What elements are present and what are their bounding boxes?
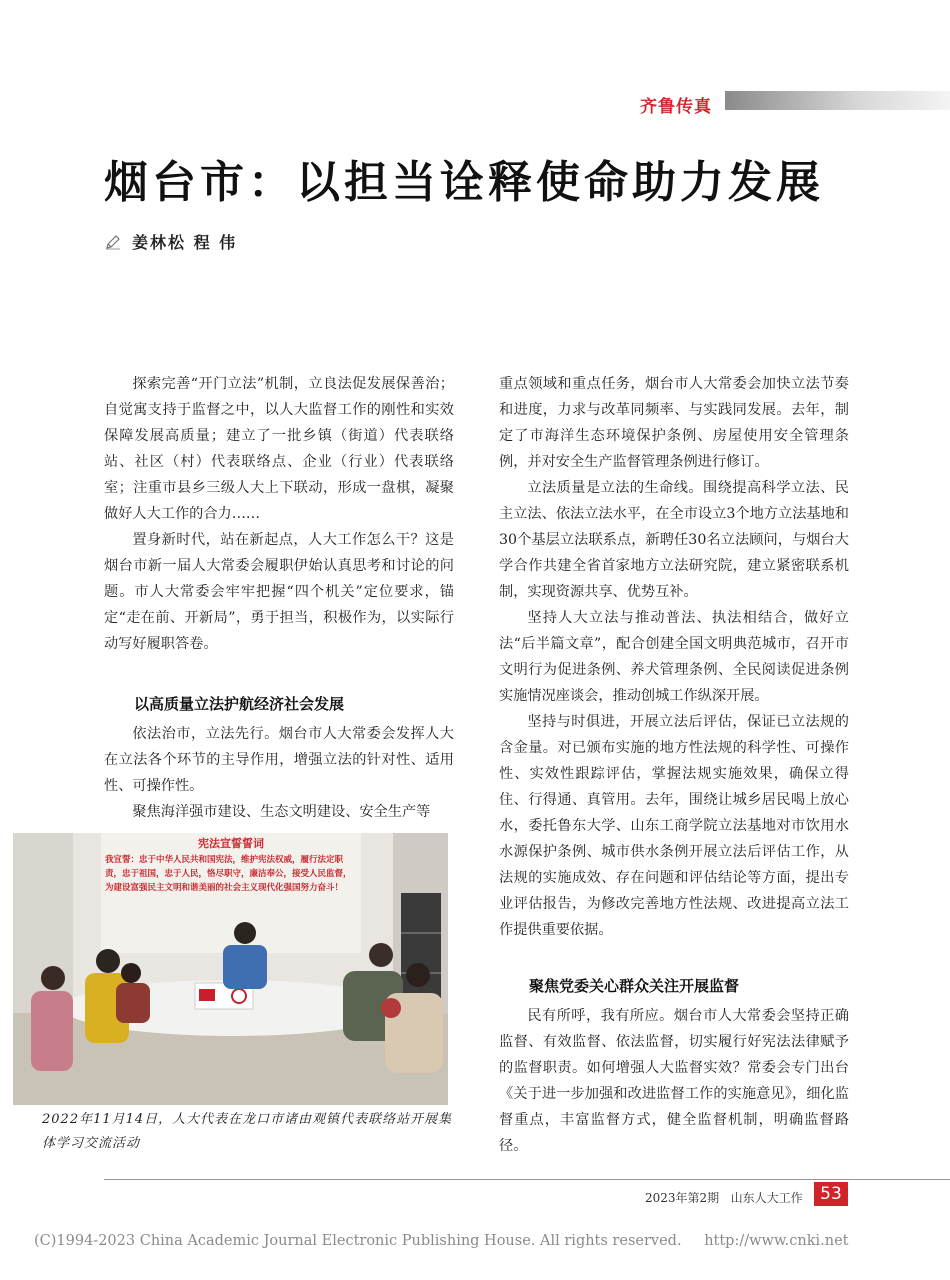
- article-title: 烟台市：以担当诠释使命助力发展: [104, 157, 824, 208]
- meeting-photo: [13, 833, 448, 1105]
- section-label: 齐鲁传真: [640, 97, 712, 117]
- issue-number: 2023年第2期: [645, 1191, 720, 1205]
- paragraph: 坚持与时俱进，开展立法后评估，保证已立法规的含金量。对已颁布实施的地方性法规的科学性、可操作性、实效性跟踪评估，掌握法规实施效果，确保立得住、行得通、真管用。去年，围绕让城乡居民喝上放心水，委托鲁东大学、山东工商学院立法基地对市饮用水水源保护条例、城市供水条例开展立法后评估工作，从法规的实施成效、存在问题和评估结论等方面，提出专业评估报告，为修改完善地方性法规、改进提高立法工作提供重要依据。: [499, 714, 849, 938]
- section-heading: 聚焦党委关心群众关注开展监督: [529, 977, 740, 995]
- section-heading: 以高质量立法护航经济社会发展: [134, 695, 345, 713]
- author-names: 姜林松 程 伟: [132, 233, 238, 252]
- section-gradient-bar: [725, 91, 950, 110]
- paragraph: 民有所呼，我有所应。烟台市人大常委会坚持正确监督、有效监督、依法监督，切实履行好宪法法律赋予的监督职责。如何增强人大监督实效？常委会专门出台《关于进一步加强和改进监督工作的实施意见》，细化监督重点，丰富监督方式，健全监督机制，明确监督路径。: [499, 1008, 849, 1154]
- meeting-photo-illustration: [13, 833, 448, 1105]
- paragraph: 探索完善“开门立法”机制，立良法促发展保善治；自觉寓支持于监督之中，以人大监督工作的刚性和实效保障发展高质量；建立了一批乡镇（街道）代表联络站、社区（村）代表联络点、企业（行业）代表联络室；注重市县乡三级人大上下联动，形成一盘棋，凝聚做好人大工作的合力……: [104, 376, 454, 522]
- copyright-text: (C)1994-2023 China Academic Journal Electronic Publishing House. All rights reserved.: [34, 1233, 682, 1249]
- photo-caption: 2022年11月14日，人大代表在龙口市诸由观镇代表联络站开展集体学习交流活动: [42, 1112, 453, 1151]
- left-column: [104, 371, 454, 825]
- paragraph: 立法质量是立法的生命线。围绕提高科学立法、民主立法、依法立法水平，在全市设立3个地方立法基地和30个基层立法联系点，新聘任30名立法顾问，与烟台大学合作共建全省首家地方立法研究院，建立紧密联系机制，实现资源共享、优势互补。: [499, 480, 849, 600]
- copyright-line: [34, 1233, 848, 1249]
- footer-rule: [104, 1179, 950, 1180]
- pen-icon: [104, 233, 122, 251]
- wall-oath-title: 宪法宣誓誓词: [198, 837, 264, 850]
- paragraph: 依法治市，立法先行。烟台市人大常委会发挥人大在立法各个环节的主导作用，增强立法的针对性、适用性、可操作性。: [104, 726, 454, 794]
- magazine-name: 山东人大工作: [730, 1191, 803, 1205]
- paragraph: 聚焦海洋强市建设、生态文明建设、安全生产等: [132, 804, 431, 820]
- wall-oath-text: 我宣誓：忠于中华人民共和国宪法，维护宪法权威，履行法定职责，忠于祖国，忠于人民，恪尽职守，廉洁奉公，接受人民监督，为建设富强民主文明和谐美丽的社会主义现代化强国努力奋斗！: [105, 855, 352, 893]
- paragraph: 坚持人大立法与推动普法、执法相结合，做好立法“后半篇文章”，配合创建全国文明典范城市，召开市文明行为促进条例、养犬管理条例、全民阅读促进条例实施情况座谈会，推动创城工作纵深开展。: [499, 610, 849, 704]
- paragraph: 置身新时代，站在新起点，人大工作怎么干？这是烟台市新一届人大常委会履职伊始认真思考和讨论的问题。市人大常委会牢牢把握“四个机关”定位要求，锚定“走在前、开新局”，勇于担当，积极作为，以实际行动写好履职答卷。: [104, 532, 454, 652]
- author-row: [104, 230, 237, 253]
- page-number: 53: [814, 1182, 848, 1206]
- right-column: [499, 371, 849, 1159]
- cnki-url[interactable]: http://www.cnki.net: [704, 1233, 849, 1249]
- paragraph-continuation: 重点领域和重点任务，烟台市人大常委会加快立法节奏和进度，力求与改革同频率、与实践同发展。去年，制定了市海洋生态环境保护条例、房屋使用安全管理条例，并对安全生产监督管理条例进行修订。: [499, 376, 849, 470]
- footer-info: [645, 1189, 803, 1206]
